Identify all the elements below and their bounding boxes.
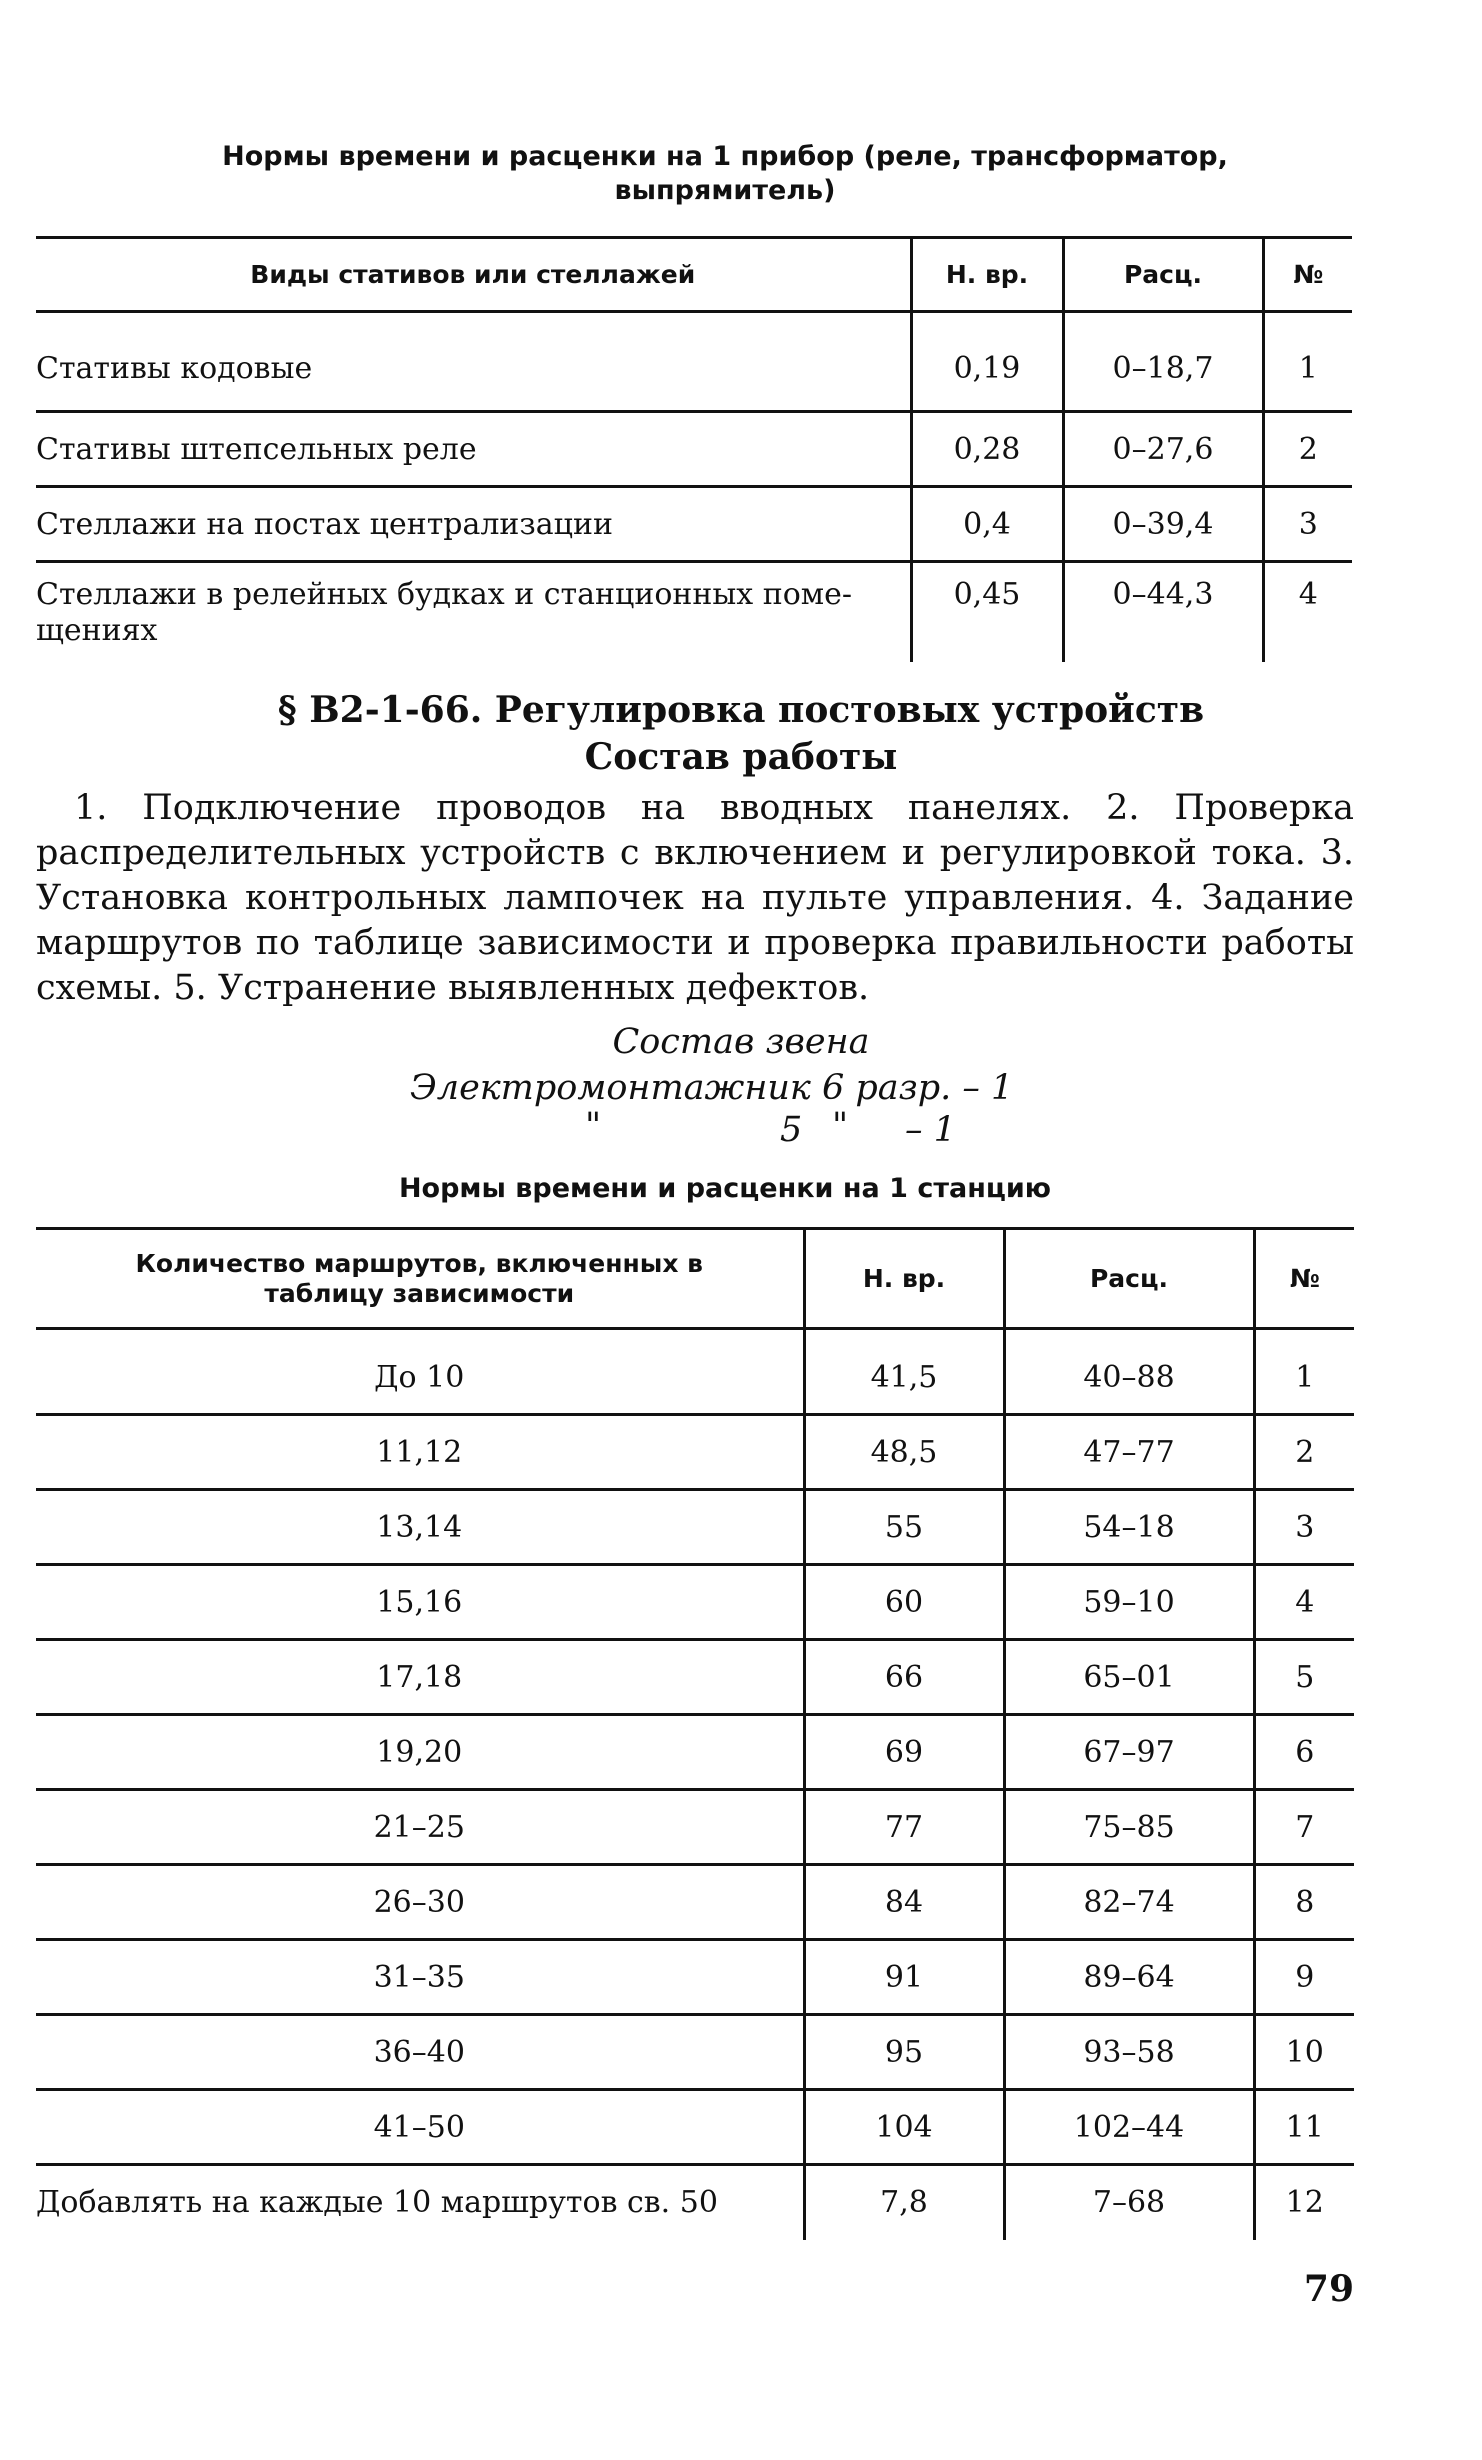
- table1-caption: [190, 140, 1260, 208]
- table2-cell-num: 2: [1254, 1415, 1354, 1490]
- table2-cell-num: 5: [1254, 1640, 1354, 1715]
- table2-cell-norm: 55: [804, 1490, 1004, 1565]
- table1-cell-rate: 0–44,3: [1063, 562, 1263, 662]
- section-heading: § В2-1-66. Регулировка постовых устройств: [277, 689, 1205, 731]
- table2-cell-norm: 77: [804, 1790, 1004, 1865]
- table-row: [36, 1329, 1354, 1415]
- table2-cell-rate: 59–10: [1004, 1565, 1254, 1640]
- table1-header-norm: Н. вр.: [911, 238, 1063, 312]
- table-row: [36, 2015, 1354, 2090]
- table2-cell-rate: 93–58: [1004, 2015, 1254, 2090]
- table2-header-num: №: [1254, 1229, 1354, 1329]
- table2-cell-num: 1: [1254, 1329, 1354, 1415]
- table2-cell-num: 7: [1254, 1790, 1354, 1865]
- table1-row4-line2: щениях: [36, 613, 158, 648]
- table1-caption-line1: Нормы времени и расценки на 1 прибор (реле, трансформатор,: [222, 141, 1228, 172]
- table2-cell-norm: 69: [804, 1715, 1004, 1790]
- table2-cell-rate: 75–85: [1004, 1790, 1254, 1865]
- table2-cell-norm: 91: [804, 1940, 1004, 2015]
- table2-header-norm: Н. вр.: [804, 1229, 1004, 1329]
- table2-cell-rate: 54–18: [1004, 1490, 1254, 1565]
- table-row: [36, 1415, 1354, 1490]
- work-description: 1. Подключение проводов на вводных панелях. 2. Проверка распределительных устройств с включением и регулировкой тока. 3. Установка контрольных лампочек на пульте управления. 4. Задание маршрутов по таблице зависимости и проверка правильности работы схемы. 5. Устранение выявленных дефектов.: [36, 788, 1354, 1008]
- table2-header-row: [36, 1229, 1354, 1329]
- table2-cell-norm: 7,8: [804, 2165, 1004, 2240]
- page-number: 79: [1303, 2268, 1354, 2310]
- table-row: [36, 562, 1352, 662]
- table1-cell-rate: 0–27,6: [1063, 412, 1263, 487]
- table-row: [36, 1490, 1354, 1565]
- table2-cell-num: 11: [1254, 2090, 1354, 2165]
- table2-cell-rate: 102–44: [1004, 2090, 1254, 2165]
- table2-cell-num: 9: [1254, 1940, 1354, 2015]
- table1: [36, 236, 1352, 662]
- table-row: [36, 412, 1352, 487]
- table1-header-num: №: [1263, 238, 1352, 312]
- table1-cell-type: Стеллажи на постах централизации: [36, 506, 613, 542]
- table2-cell-count: 31–35: [373, 1959, 465, 1995]
- crew-title: Состав звена: [612, 1022, 870, 1062]
- table1-cell-num: 1: [1263, 312, 1352, 412]
- table1-cell-rate: 0–18,7: [1063, 312, 1263, 412]
- table2-cell-count: 36–40: [373, 2034, 465, 2070]
- table1-cell-rate: 0–39,4: [1063, 487, 1263, 562]
- table-row: [36, 1940, 1354, 2015]
- table2-cell-count: 19,20: [376, 1734, 463, 1770]
- table2-cell-norm: 60: [804, 1565, 1004, 1640]
- table1-cell-norm: 0,4: [911, 487, 1063, 562]
- table2-cell-count: 41–50: [373, 2109, 465, 2145]
- table2-cell-rate: 40–88: [1004, 1329, 1254, 1415]
- table2-cell-num: 3: [1254, 1490, 1354, 1565]
- table-row: [36, 1715, 1354, 1790]
- table1-cell-type: Стативы кодовые: [36, 351, 313, 386]
- table2-cell-rate: 82–74: [1004, 1865, 1254, 1940]
- table2-cell-count: 11,12: [376, 1434, 463, 1470]
- table2-cell-num: 10: [1254, 2015, 1354, 2090]
- table2-cell-rate: 67–97: [1004, 1715, 1254, 1790]
- crew-line2-count: – 1: [905, 1110, 956, 1150]
- table1-cell-num: 4: [1263, 562, 1352, 662]
- section-subheading: Состав работы: [584, 736, 898, 778]
- table1-cell-type: [36, 562, 911, 662]
- crew-line2-grade: 5: [780, 1110, 803, 1150]
- table1-cell-norm: 0,28: [911, 412, 1063, 487]
- table1-header-row: [36, 238, 1352, 312]
- table2-cell-count: 15,16: [376, 1584, 463, 1620]
- table1-caption-line2: выпрямитель): [614, 175, 836, 206]
- table1-header-rate: Расц.: [1063, 238, 1263, 312]
- table1-cell-num: 2: [1263, 412, 1352, 487]
- table2-cell-norm: 41,5: [804, 1329, 1004, 1415]
- table2-cell-num: 4: [1254, 1565, 1354, 1640]
- table2-cell-rate: 47–77: [1004, 1415, 1254, 1490]
- table2-header-rate: Расц.: [1004, 1229, 1254, 1329]
- table2-cell-num: 6: [1254, 1715, 1354, 1790]
- table-row: [36, 1865, 1354, 1940]
- table1-cell-norm: 0,45: [911, 562, 1063, 662]
- table2-caption: Нормы времени и расценки на 1 станцию: [398, 1173, 1052, 1204]
- table1-cell-type: Стативы штепсельных реле: [36, 431, 477, 467]
- table1-cell-num: 3: [1263, 487, 1352, 562]
- table-row: [36, 312, 1352, 412]
- table2-cell-num: 12: [1254, 2165, 1354, 2240]
- table2-body: [36, 1329, 1354, 2240]
- table1-row4-line1: Стеллажи в релейных будках и станционных поме-: [36, 577, 852, 612]
- table1-header-type: Виды стативов или стеллажей: [250, 260, 696, 289]
- table2-cell-norm: 48,5: [804, 1415, 1004, 1490]
- table2-cell-norm: 95: [804, 2015, 1004, 2090]
- table1-cell-norm: 0,19: [911, 312, 1063, 412]
- table2-cell-count: Добавлять на каждые 10 маршрутов св. 50: [36, 2185, 718, 2221]
- table2-cell-norm: 66: [804, 1640, 1004, 1715]
- table-row: [36, 487, 1352, 562]
- table2-header-line1: Количество маршрутов, включенных в: [135, 1248, 704, 1278]
- table2-cell-count: 17,18: [376, 1659, 463, 1695]
- table2-cell-rate: 89–64: [1004, 1940, 1254, 2015]
- table-row: [36, 2090, 1354, 2165]
- table2-cell-norm: 104: [804, 2090, 1004, 2165]
- table2-header-count: [36, 1229, 804, 1329]
- table2-cell-num: 8: [1254, 1865, 1354, 1940]
- table2-cell-count: 21–25: [373, 1809, 465, 1845]
- table2-cell-count: 13,14: [376, 1509, 463, 1545]
- table2-cell-rate: 65–01: [1004, 1640, 1254, 1715]
- table-row: [36, 2165, 1354, 2240]
- table2-cell-count: До 10: [374, 1360, 465, 1395]
- table2-header-line2: таблицу зависимости: [264, 1278, 575, 1308]
- table2-cell-rate: 7–68: [1004, 2165, 1254, 2240]
- table2-cell-norm: 84: [804, 1865, 1004, 1940]
- crew-line2-quote1: ": [585, 1106, 602, 1146]
- crew-line1: Электромонтажник 6 разр. – 1: [410, 1068, 1014, 1108]
- table2-cell-count: 26–30: [373, 1884, 465, 1920]
- table-row: [36, 1565, 1354, 1640]
- table-row: [36, 1790, 1354, 1865]
- crew-line2-quote2: ": [832, 1106, 849, 1146]
- table-row: [36, 1640, 1354, 1715]
- table2: [36, 1227, 1354, 2240]
